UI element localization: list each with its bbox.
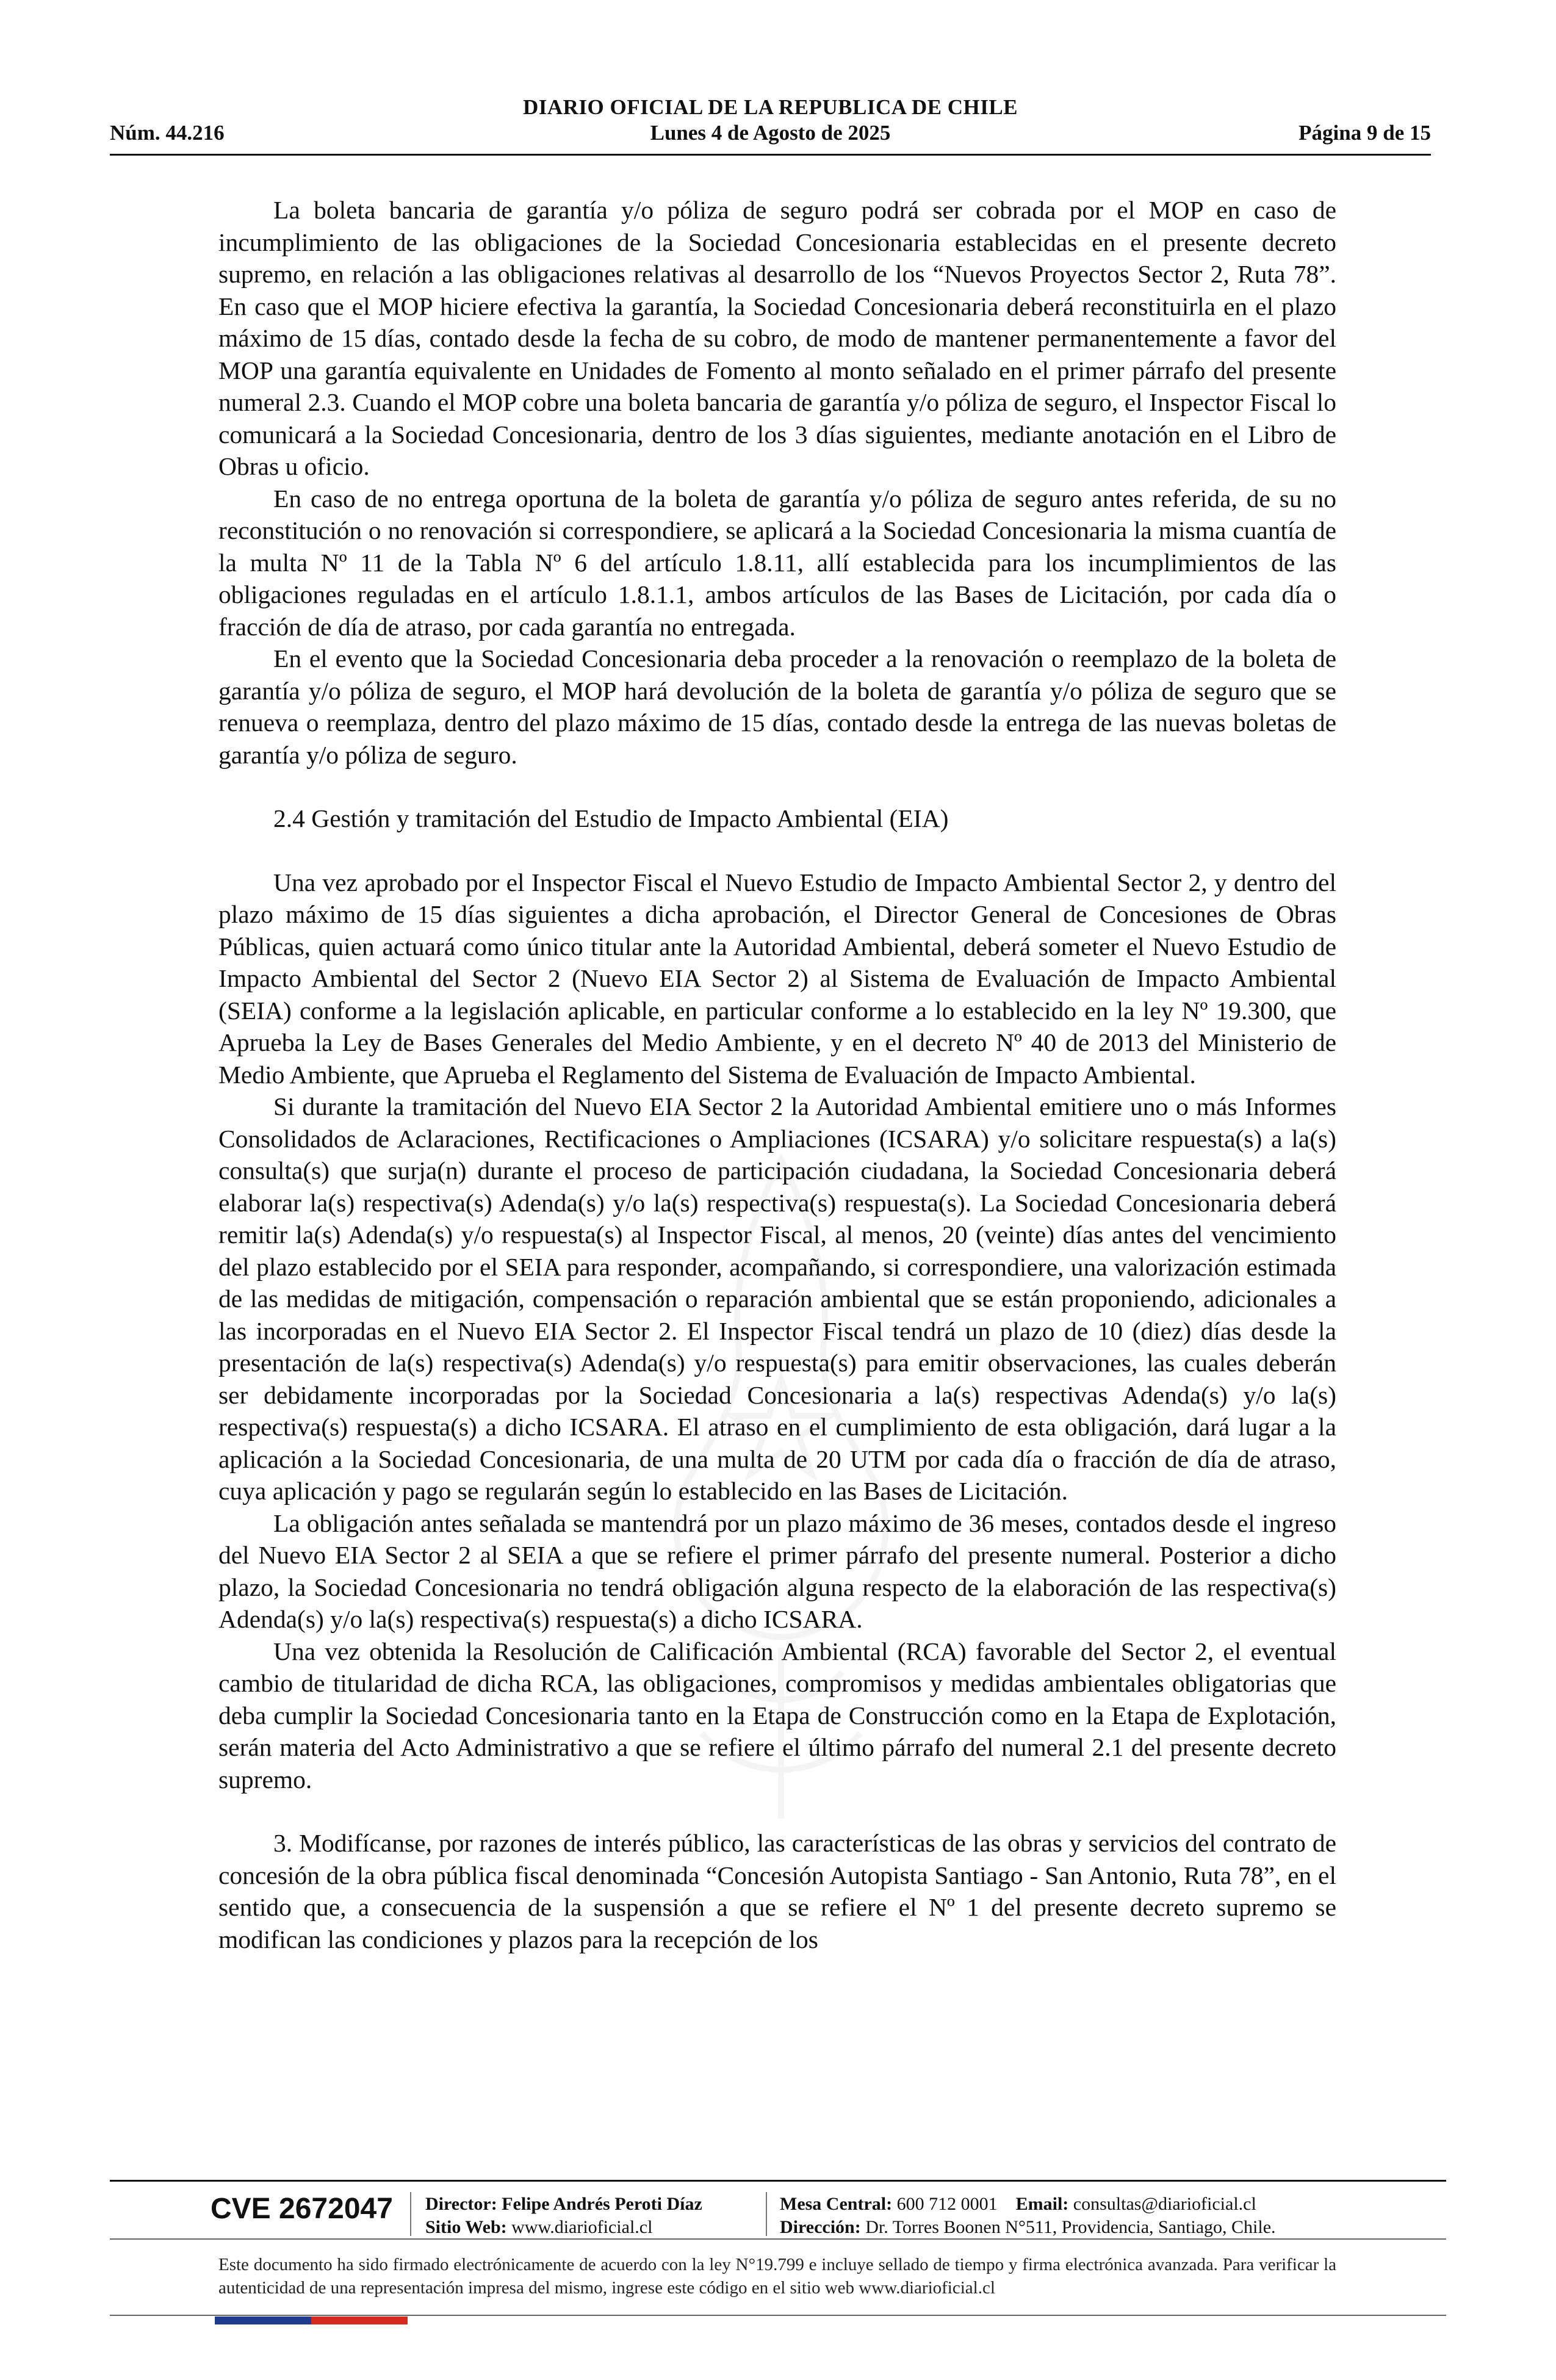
issue-number: Núm. 44.216 <box>110 121 225 145</box>
paragraph: 3. Modifícanse, por razones de interés público, las características de las obras y servicios del contrato de concesión de la obra pública fiscal denominada “Concesión Autopista Santiago - San Antonio, Ruta 78”, en el sentido que, a consecuencia de la suspensión a que se refiere el Nº 1 del presente decreto supremo se modifican las condiciones y plazos para la recepción de los <box>218 1829 1336 1953</box>
paragraph: En caso de no entrega oportuna de la boleta de garantía y/o póliza de seguro antes referida, de su no reconstitución o no renovación si correspondiere, se aplicará a la Sociedad Concesionaria la misma cuantía de la multa Nº 11 de la Tabla Nº 6 del artículo 1.8.11, allí establecida para los incumplimientos de las obligaciones reguladas en el artículo 1.8.1.1, ambos artículos de las Bases de Licitación, por cada día o fracción de día de atraso, por cada garantía no entregada. <box>218 484 1336 641</box>
header-divider <box>110 154 1431 156</box>
director-label: Director: <box>425 2194 497 2214</box>
cve-code: CVE 2672047 <box>211 2193 393 2225</box>
paragraph: Una vez obtenida la Resolución de Calificación Ambiental (RCA) favorable del Sector 2, el eventual cambio de titularidad de dicha RCA, las obligaciones, compromisos y medidas ambientales obligatorias que deba cumplir la Sociedad Concesionaria tanto en la Etapa de Construcción como en la Etapa de Explotación, serán materia del Acto Administrativo a que se refiere el último párrafo del numeral 2.1 del presente decreto supremo. <box>218 1637 1336 1794</box>
paragraph: Si durante la tramitación del Nuevo EIA Sector 2 la Autoridad Ambiental emitiere uno o más Informes Consolidados de Aclaraciones, Rectificaciones o Ampliaciones (ICSARA) y/o solicitare respuesta(s) a la(s) consulta(s) que surja(n) durante el proceso de participación ciudadana, la Sociedad Concesionaria deberá elaborar la(s) respectiva(s) Adenda(s) y/o la(s) respectiva(s) respuesta(s). La Sociedad Concesionaria deberá remitir la(s) Adenda(s) y/o respuesta(s) al Inspector Fiscal, al menos, 20 (veinte) días antes del vencimiento del plazo establecido por el SEIA para responder, acompañando, si correspondiere, una valorización estimada de las medidas de mitigación, compensación o reparación ambiental que se están proponiendo, adicionales a las incorporadas en el Nuevo EIA Sector 2. El Inspector Fiscal tendrá un plazo de 10 (diez) días desde la presentación de la(s) respectiva(s) Adenda(s) y/o respuesta(s) para emitir observaciones, las cuales deberán ser debidamente incorporadas por la Sociedad Concesionaria a la(s) respectivas Adenda(s) y/o la(s) respectiva(s) respuesta(s) a dicho ICSARA. El atraso en el cumplimiento de esta obligación, dará lugar a la aplicación a la Sociedad Concesionaria, de una multa de 20 UTM por cada día o fracción de día de atraso, cuya aplicación y pago se regularán según lo establecido en las Bases de Licitación. <box>218 1092 1336 1505</box>
site-link[interactable]: www.diarioficial.cl <box>511 2217 653 2237</box>
footer-separator <box>766 2192 767 2236</box>
section-heading: 2.4 Gestión y tramitación del Estudio de Impacto Ambiental (EIA) <box>273 804 949 832</box>
page-header <box>110 95 1431 149</box>
email-label: Email: <box>1015 2194 1069 2214</box>
footer-divider <box>110 2180 1446 2182</box>
address-value: Dr. Torres Boonen N°511, Providencia, Santiago, Chile. <box>865 2217 1276 2237</box>
flag-stripe-blue <box>215 2317 311 2324</box>
footer-director-block <box>425 2193 702 2239</box>
header-row <box>110 121 1431 149</box>
paragraph: Una vez aprobado por el Inspector Fiscal el Nuevo Estudio de Impacto Ambiental Sector 2, y dentro del plazo máximo de 15 días siguientes a dicha aprobación, el Director General de Concesiones de Obras Públicas, quien actuará como único titular ante la Autoridad Ambiental, deberá someter el Nuevo Estudio de Impacto Ambiental del Sector 2 (Nuevo EIA Sector 2) al Sistema de Evaluación de Impacto Ambiental (SEIA) conforme a la legislación aplicable, en particular conforme a lo establecido en la ley Nº 19.300, que Aprueba la Ley de Bases Generales del Medio Ambiente, y en el decreto Nº 40 de 2013 del Ministerio de Medio Ambiente, que Aprueba el Reglamento del Sistema de Evaluación de Impacto Ambiental. <box>218 868 1336 1089</box>
issue-date: Lunes 4 de Agosto de 2025 <box>650 121 891 145</box>
mesa-label: Mesa Central: <box>780 2194 893 2214</box>
flag-stripe-red <box>311 2317 408 2324</box>
paragraph: La boleta bancaria de garantía y/o póliza de seguro podrá ser cobrada por el MOP en caso de incumplimiento de las obligaciones de la Sociedad Concesionaria establecidas en el presente decreto supremo, en relación a las obligaciones relativas al desarrollo de los “Nuevos Proyectos Sector 2, Ruta 78”. En caso que el MOP hiciere efectiva la garantía, la Sociedad Concesionaria deberá reconstituirla en el plazo máximo de 15 días, contado desde la fecha de su cobro, de modo de mantener permanentemente a favor del MOP una garantía equivalente en Unidades de Fomento al monto señalado en el primer párrafo del presente numeral 2.3. Cuando el MOP cobre una boleta bancaria de garantía y/o póliza de seguro, el Inspector Fiscal lo comunicará a la Sociedad Concesionaria, dentro de los 3 días siguientes, mediante anotación en el Libro de Obras u oficio. <box>218 196 1336 480</box>
page-indicator: Página 9 de 15 <box>1298 121 1431 145</box>
footer-divider <box>110 2238 1446 2240</box>
paragraph: La obligación antes señalada se mantendrá por un plazo máximo de 36 meses, contados desde el ingreso del Nuevo EIA Sector 2 al SEIA a que se refiere el primer párrafo del presente numeral. Posterior a dicho plazo, la Sociedad Concesionaria no tendrá obligación alguna respecto de la elaboración de las respectiva(s) Adenda(s) y/o la(s) respectiva(s) respuesta(s) a dicho ICSARA. <box>218 1509 1336 1633</box>
footer-divider <box>110 2315 1446 2316</box>
legal-notice: Este documento ha sido firmado electrónicamente de acuerdo con la ley N°19.799 e incluye sellado de tiempo y firma electrónica avanzada. Para verificar la autenticidad de una representación impresa del mismo, ingrese este código en el sitio web www.diarioficial.cl <box>218 2255 1336 2298</box>
director-name: Felipe Andrés Peroti Díaz <box>502 2194 702 2214</box>
address-label: Dirección: <box>780 2217 861 2237</box>
journal-title: DIARIO OFICIAL DE LA REPUBLICA DE CHILE <box>522 95 1018 119</box>
document-body <box>218 194 1336 1955</box>
email-link[interactable]: consultas@diarioficial.cl <box>1073 2194 1256 2214</box>
site-label: Sitio Web: <box>425 2217 507 2237</box>
footer-contact-block <box>780 2193 1276 2239</box>
footer-separator <box>410 2192 411 2236</box>
mesa-value: 600 712 0001 <box>896 2194 998 2214</box>
paragraph: En el evento que la Sociedad Concesionaria deba proceder a la renovación o reemplazo de la boleta de garantía y/o póliza de seguro, el MOP hará devolución de la boleta de garantía y/o póliza de seguro que se renueva o reemplaza, dentro del plazo máximo de 15 días, contado desde la entrega de las nuevas boletas de garantía y/o póliza de seguro. <box>218 644 1336 769</box>
